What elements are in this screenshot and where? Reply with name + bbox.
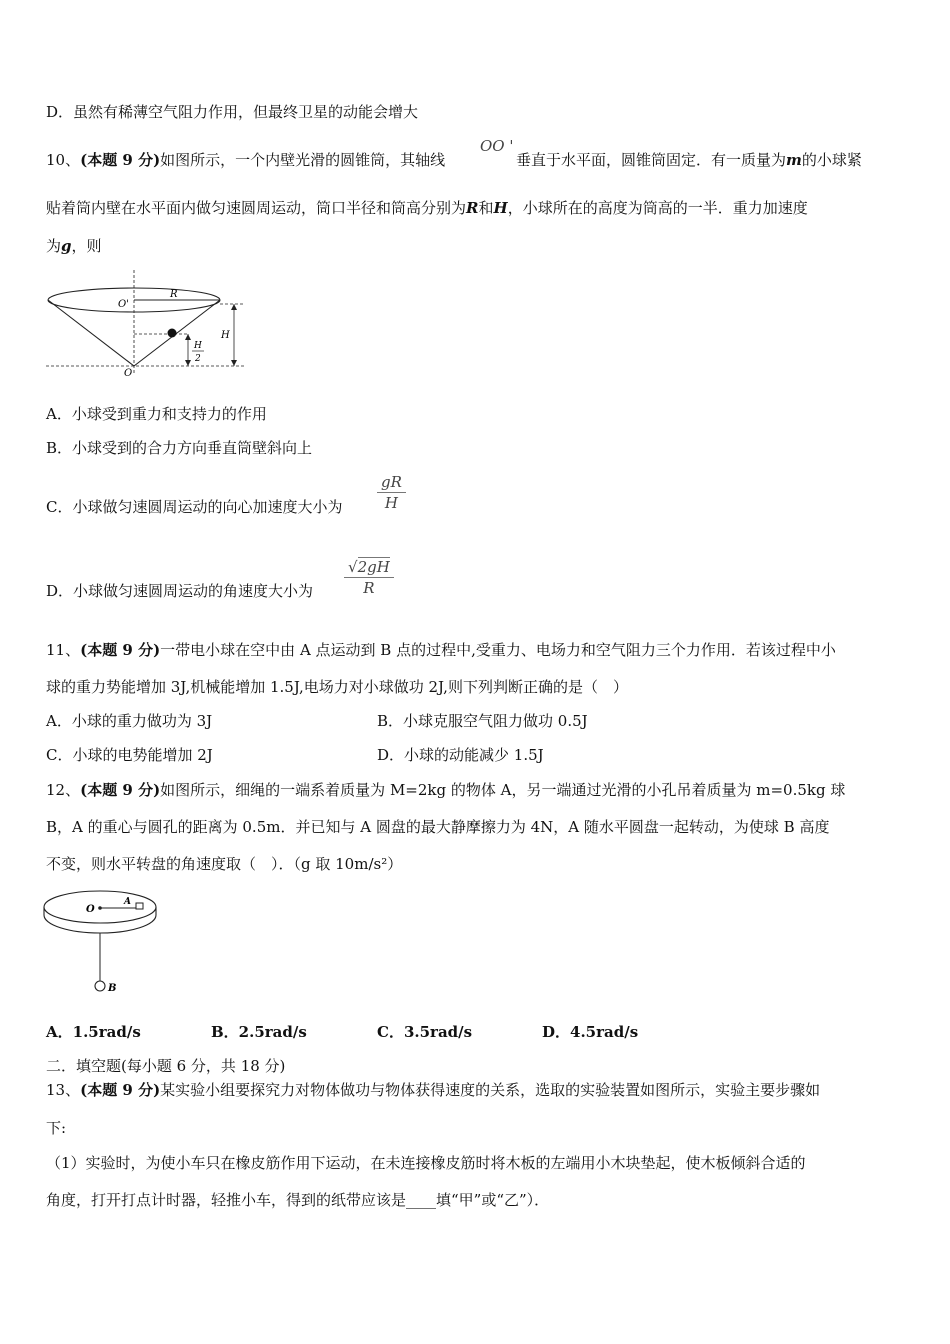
label-h: H: [221, 330, 230, 341]
q10-option-d: D．小球做匀速圆周运动的角速度大小为: [46, 582, 314, 600]
q13-line1: 13、(本题 9 分)某实验小组要探究力对物体做功与物体获得速度的关系，选取的实验装置如图所示，实验主要步骤如: [46, 1081, 821, 1099]
label-h-half-num: H: [194, 341, 202, 351]
q11-option-d: D．小球的动能减少 1.5J: [377, 746, 544, 764]
block-a: [136, 903, 143, 909]
q10-axis-label: OO ': [480, 137, 514, 155]
q13-line4: 角度，打开打点计时器，轻推小车，得到的纸带应该是____填“甲”或“乙”）．: [46, 1191, 550, 1209]
q10-option-a: A．小球受到重力和支持力的作用: [46, 405, 267, 423]
q10-line1-cont: 垂直于水平面，圆锥筒固定．有一质量为m的小球紧: [516, 151, 862, 169]
q10-line2: 贴着筒内壁在水平面内做匀速圆周运动，筒口半径和筒高分别为R和H，小球所在的高度为筒高的一半．重力加速度: [46, 199, 808, 217]
q12-turntable-figure: [40, 885, 165, 997]
fraction-numerator: [344, 557, 394, 578]
label-b: B: [108, 983, 117, 994]
q13-line3: （1）实验时，为使小车只在橡皮筋作用下运动，在未连接橡皮筋时将木板的左端用小木块垫起，使木板倾斜合适的: [46, 1154, 806, 1172]
q13-line2: 下:: [46, 1119, 67, 1137]
h-arrow-up: [231, 304, 237, 310]
h-half-arrow-down: [185, 360, 191, 366]
q10-option-d-fraction: [344, 557, 394, 598]
q12-option-b: B．2.5rad/s: [211, 1023, 307, 1041]
q10-line1: 10、(本题 9 分)如图所示，一个内壁光滑的圆锥筒，其轴线: [46, 151, 446, 169]
q10-line3: 为g，则: [46, 237, 102, 255]
label-r: R: [170, 289, 178, 300]
label-h-half-den: 2: [195, 354, 201, 364]
label-o: O: [124, 368, 133, 379]
h-half-arrow-up: [185, 334, 191, 340]
q12-option-a: A．1.5rad/s: [46, 1023, 141, 1041]
sqrt-icon: √: [348, 558, 358, 576]
q11-option-a: A．小球的重力做功为 3J: [46, 712, 213, 730]
label-o-prime: O': [118, 299, 129, 310]
q9-option-d: D．虽然有稀薄空气阻力作用，但最终卫星的动能会增大: [46, 103, 419, 121]
q10-cone-figure: [46, 268, 256, 380]
radicand: 2gH: [357, 558, 390, 576]
q11-option-b: B．小球克服空气阻力做功 0.5J: [377, 712, 588, 730]
fraction-numerator: gR: [377, 472, 406, 493]
ball: [168, 329, 177, 338]
q12-option-c: C．3.5rad/s: [377, 1023, 473, 1041]
q10-option-b: B．小球受到的合力方向垂直筒壁斜向上: [46, 439, 313, 457]
q12-line3: 不变，则水平转盘的角速度取（ ）．（g 取 10m/s²）: [46, 855, 403, 873]
label-o: O: [86, 904, 95, 915]
q10-option-c: C．小球做匀速圆周运动的向心加速度大小为: [46, 498, 343, 516]
q12-line1: 12、(本题 9 分)如图所示，细绳的一端系着质量为 M=2kg 的物体 A，另一端通过光滑的小孔吊着质量为 m=0.5kg 球: [46, 781, 846, 799]
q11-line1: 11、(本题 9 分)一带电小球在空中由 A 点运动到 B 点的过程中,受重力、电场力和空气阻力三个力作用．若该过程中小: [46, 641, 836, 659]
q12-option-d: D．4.5rad/s: [542, 1023, 639, 1041]
fraction-denominator: R: [363, 579, 375, 597]
h-arrow-down: [231, 360, 237, 366]
ball-b: [95, 981, 105, 991]
fraction-denominator: H: [384, 494, 398, 512]
label-a: A: [124, 897, 131, 907]
q11-option-c: C．小球的电势能增加 2J: [46, 746, 213, 764]
section-2-heading: 二．填空题(每小题 6 分，共 18 分): [46, 1057, 286, 1075]
q10-option-c-fraction: [377, 472, 406, 513]
q12-line2: B，A 的重心与圆孔的距离为 0.5m．并已知与 A 圆盘的最大静摩擦力为 4N，A 随水平圆盘一起转动，为使球 B 高度: [46, 818, 830, 836]
q11-line2: 球的重力势能增加 3J,机械能增加 1.5J,电场力对小球做功 2J,则下列判断正确的是（ ）: [46, 678, 628, 696]
